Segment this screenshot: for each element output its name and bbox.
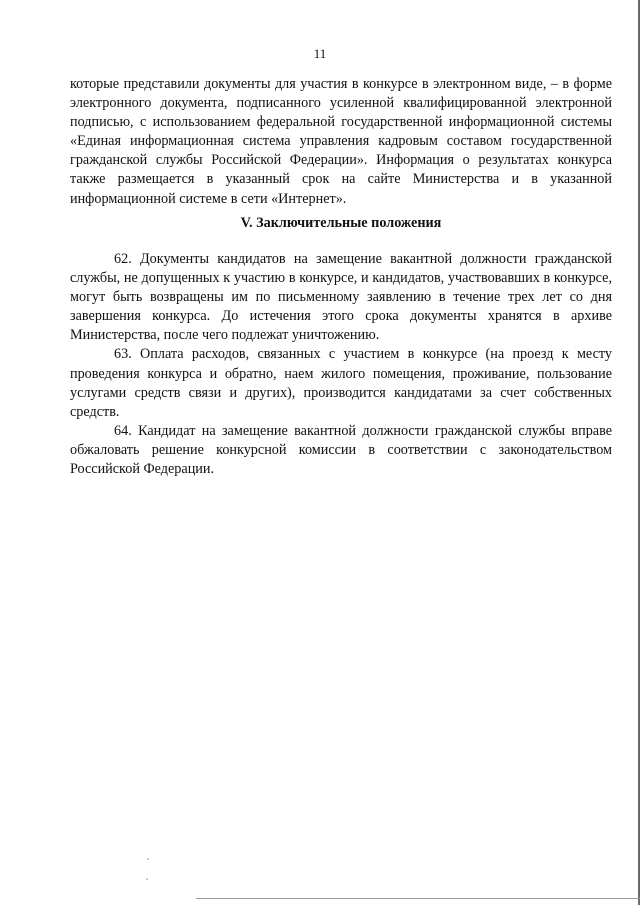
page-number: 11 [313, 46, 327, 61]
scan-speck [146, 878, 148, 880]
intro-paragraph: которые представили документы для участия в конкурсе в электронном виде, – в форме электронного документа, подписанного усиленной квалифицированной электронной подписью, с использованием федеральной государственной информационной системы «Единая информационная система управления кадровым составом государственной гражданской службы Российской Федерации». Информация о результатах конкурса также размещается в указанный срок на сайте Министерства и в указанной информационной системе в сети «Интернет». [70, 76, 612, 207]
final-provisions-block [70, 250, 612, 479]
scan-edge-mark-bottom [196, 898, 640, 899]
paragraph-62: 62. Документы кандидатов на замещение вакантной должности гражданской службы, не допущенных к участию в конкурсе, и кандидатов, участвовавших в конкурсе, могут быть возвращены им по письменному заявлению в течение трех лет со дня завершения конкурса. До истечения этого срока документы хранятся в архиве Министерства, после чего подлежат уничтожению. [70, 251, 612, 344]
paragraph-64: 64. Кандидат на замещение вакантной должности гражданской службы вправе обжаловать решение конкурсной комиссии в соответствии с законодательством Российской Федерации. [70, 422, 612, 478]
paragraph-63: 63. Оплата расходов, связанных с участием в конкурсе (на проезд к месту проведения конкурса и обратно, наем жилого помещения, проживание, пользование услугами средств связи и других), производится кандидатами за счет собственных средств. [70, 346, 612, 420]
intro-text-block [70, 75, 612, 209]
section-heading: V. Заключительные положения [240, 215, 442, 231]
scan-speck [147, 858, 149, 860]
